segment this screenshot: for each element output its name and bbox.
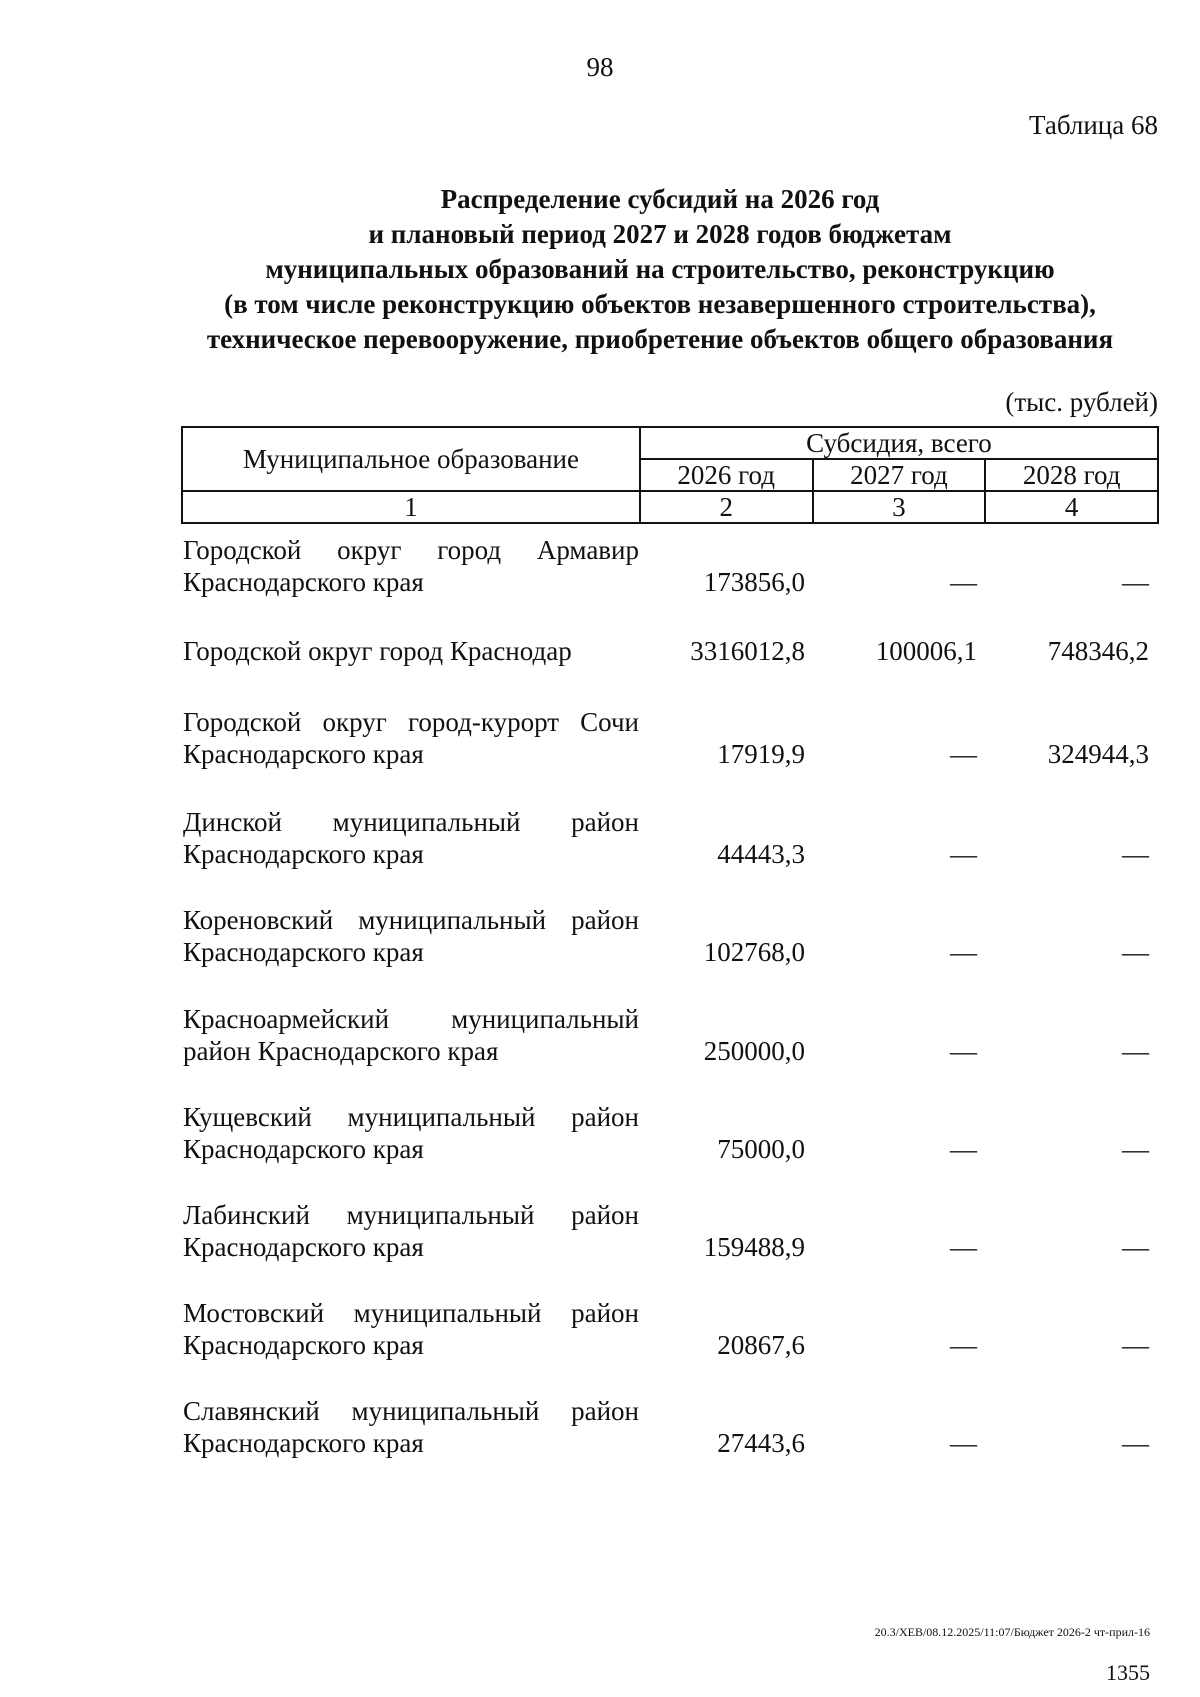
row-municipality [183,635,639,667]
row-value-2028: — [1122,1330,1149,1360]
row-value-2027: 100006,1 [875,636,977,666]
row-name-line2: Краснодарского края [183,567,424,597]
row-name-line2: Краснодарского края [183,1330,424,1360]
row-value-2027: — [950,739,977,769]
row-name-line1: Динской муниципальный район [183,807,639,837]
row-value-2027: — [950,1330,977,1360]
row-municipality [183,904,639,968]
row-value-2026: 27443,6 [717,1428,805,1458]
units-label: (тыс. рублей) [1005,387,1158,417]
table-row [183,1199,1159,1279]
row-value-2026: 44443,3 [717,839,805,869]
row-value-2026: 173856,0 [703,567,805,597]
row-value-2026: 159488,9 [703,1232,805,1262]
row-municipality [183,1199,639,1263]
row-name-line1: Красноармейский муниципальный [183,1004,639,1034]
row-municipality [183,1297,639,1361]
table-row [183,1003,1159,1083]
header-year-2026: 2026 год [640,459,813,491]
row-value-2028: — [1122,1232,1149,1262]
row-municipality [183,534,639,598]
header-year-2028: 2028 год [985,459,1158,491]
row-value-2026: 75000,0 [717,1134,805,1164]
table-row [183,806,1159,886]
row-name-line2: Краснодарского края [183,1134,424,1164]
row-value-2027: — [950,1036,977,1066]
row-value-2028: 324944,3 [1047,739,1149,769]
row-value-2028: — [1122,1036,1149,1066]
row-value-2026: 20867,6 [717,1330,805,1360]
row-value-2026: 250000,0 [703,1036,805,1066]
row-municipality [183,1003,639,1067]
title-line: техническое перевооружение, приобретение объектов общего образования [206,324,1114,354]
row-value-2026: 3316012,8 [690,636,805,666]
row-value-2026: 17919,9 [717,739,805,769]
header-col-number: 1 [182,491,640,523]
row-municipality [183,806,639,870]
row-value-2027: — [950,839,977,869]
document-title [160,182,1160,357]
title-line: Распределение субсидий на 2026 год [440,184,880,214]
row-value-2027: — [950,1428,977,1458]
row-name-line1: Мостовский муниципальный район [183,1298,639,1328]
row-value-2027: — [950,567,977,597]
table-label: Таблица 68 [1029,110,1158,140]
row-value-2027: — [950,1134,977,1164]
header-year-2027: 2027 год [813,459,986,491]
row-municipality [183,1395,639,1459]
table-row [183,904,1159,984]
row-value-2028: 748346,2 [1047,636,1149,666]
row-name-line1: Славянский муниципальный район [183,1396,639,1426]
row-name-line2: Краснодарского края [183,937,424,967]
table-row [183,534,1159,614]
row-value-2028: — [1122,937,1149,967]
row-name-line1: Городской округ город-курорт Сочи [183,707,639,737]
title-line: муниципальных образований на строительство, реконструкцию [265,254,1055,284]
footer-page-number: 1355 [1106,1660,1150,1685]
table-row [183,1395,1159,1475]
row-name-line2: Краснодарского края [183,739,424,769]
row-name-line2: район Краснодарского края [183,1036,499,1066]
row-value-2028: — [1122,1428,1149,1458]
header-col-number: 2 [640,491,813,523]
row-name-line1: Городской округ город Армавир [183,535,639,565]
row-name-line1: Городской округ город Краснодар [183,636,572,666]
table-row [183,635,1159,715]
row-value-2027: — [950,1232,977,1262]
row-municipality [183,706,639,770]
row-value-2028: — [1122,567,1149,597]
page-number: 98 [586,52,614,82]
row-municipality [183,1101,639,1165]
row-name-line1: Кореновский муниципальный район [183,905,639,935]
table-row [183,1101,1159,1181]
title-line: (в том числе реконструкцию объектов незавершенного строительства), [224,289,1096,319]
header-subsidy-total: Субсидия, всего [640,427,1158,459]
row-name-line1: Кущевский муниципальный район [183,1102,639,1132]
row-value-2027: — [950,937,977,967]
table-row [183,1297,1159,1377]
row-name-line1: Лабинский муниципальный район [183,1200,639,1230]
row-name-line2: Краснодарского края [183,1428,424,1458]
row-name-line2: Краснодарского края [183,839,424,869]
footer-document-code: 20.3/ХЕВ/08.12.2025/11:07/Бюджет 2026-2 чт-прил-16 [874,1625,1150,1639]
title-line: и плановый период 2027 и 2028 годов бюджетам [368,219,952,249]
row-value-2028: — [1122,1134,1149,1164]
row-name-line2: Краснодарского края [183,1232,424,1262]
header-col-number: 4 [985,491,1158,523]
table-header [181,426,1159,524]
table-row [183,706,1159,786]
row-value-2028: — [1122,839,1149,869]
header-municipality: Муниципальное образование [182,427,640,491]
row-value-2026: 102768,0 [703,937,805,967]
header-col-number: 3 [813,491,986,523]
